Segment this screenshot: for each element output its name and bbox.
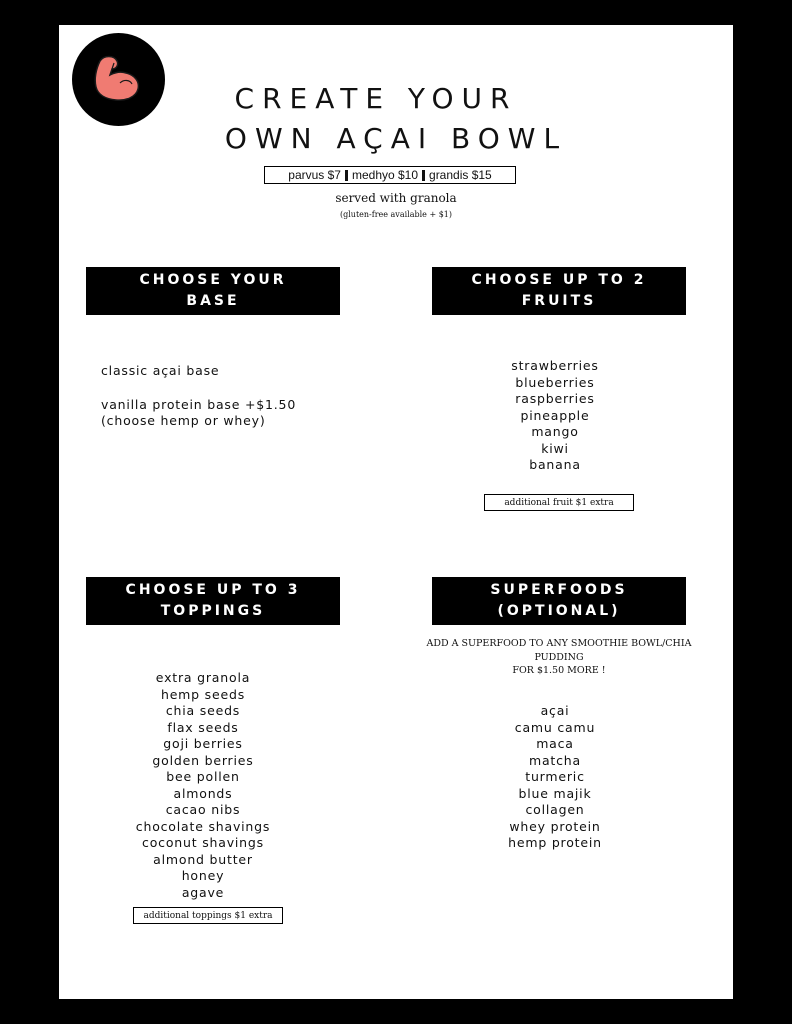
list-item: goji berries <box>163 736 243 751</box>
list-item: hemp seeds <box>160 686 246 702</box>
list-item: coconut shavings <box>142 835 264 850</box>
size-large: grandis $15 <box>429 168 492 182</box>
page-title-line2: OWN AÇAI BOWL <box>224 122 568 155</box>
list-item: collagen <box>525 802 585 817</box>
superfoods-heading-text: SUPERFOODS (OPTIONAL) <box>490 582 628 619</box>
list-item: golden berries <box>152 752 254 768</box>
list-item: blueberries <box>515 374 595 390</box>
list-item: flax seeds <box>167 719 239 735</box>
list-item: cacao nibs <box>165 802 241 817</box>
list-item: strawberries <box>511 358 599 373</box>
gluten-free-note: (gluten-free available + $1) <box>339 210 452 219</box>
superfoods-description <box>419 637 699 678</box>
base-list <box>101 363 296 430</box>
superfoods-desc-line1: ADD A SUPERFOOD TO ANY SMOOTHIE BOWL/CHIA <box>426 638 692 649</box>
base-heading <box>86 267 340 315</box>
list-item: kiwi <box>541 440 569 456</box>
list-item: almond butter <box>153 851 253 867</box>
list-item: matcha <box>529 752 581 768</box>
superfoods-desc-line3: FOR $1.50 MORE ! <box>512 665 606 676</box>
list-item: whey protein <box>509 818 601 834</box>
list-item: classic açai base <box>101 363 220 378</box>
fruits-heading-text: CHOOSE UP TO 2 FRUITS <box>471 272 647 309</box>
toppings-heading-text: CHOOSE UP TO 3 TOPPINGS <box>125 582 301 619</box>
divider <box>345 170 348 181</box>
superfoods-desc-line2: PUDDING <box>534 651 584 663</box>
size-price-box <box>264 166 516 184</box>
list-item: extra granola <box>155 670 251 685</box>
size-medium: medhyo $10 <box>351 168 419 182</box>
list-item: (choose hemp or whey) <box>101 413 266 428</box>
superfoods-list <box>455 703 655 852</box>
list-item: banana <box>529 457 581 472</box>
list-item: vanilla protein base +$1.50 <box>101 396 297 412</box>
fruit-extra-note: additional fruit $1 extra <box>484 494 634 511</box>
menu-page <box>59 25 733 999</box>
list-item: hemp protein <box>508 835 602 850</box>
list-item: bee pollen <box>166 769 240 784</box>
divider <box>422 170 425 181</box>
list-item: mango <box>531 424 579 439</box>
list-item: almonds <box>173 785 233 801</box>
list-item: açai <box>540 703 570 718</box>
list-item: maca <box>536 736 574 751</box>
list-item: turmeric <box>525 769 585 784</box>
toppings-heading <box>86 577 340 625</box>
toppings-list <box>103 670 303 901</box>
list-item: honey <box>181 868 225 883</box>
base-heading-text: CHOOSE YOUR BASE <box>139 272 287 309</box>
fruits-heading <box>432 267 686 315</box>
fruits-list <box>455 358 655 474</box>
size-small: parvus $7 <box>288 168 341 182</box>
list-item: blue majik <box>518 785 592 801</box>
list-item: agave <box>181 884 225 900</box>
page-title-line1: CREATE YOUR <box>234 82 518 115</box>
served-with-text: served with granola <box>335 191 457 205</box>
list-item: camu camu <box>514 719 596 735</box>
list-item: pineapple <box>520 407 590 423</box>
toppings-extra-note: additional toppings $1 extra <box>133 907 283 924</box>
list-item: chocolate shavings <box>135 818 271 834</box>
list-item: chia seeds <box>165 703 241 718</box>
list-item: raspberries <box>515 391 595 406</box>
superfoods-heading <box>432 577 686 625</box>
